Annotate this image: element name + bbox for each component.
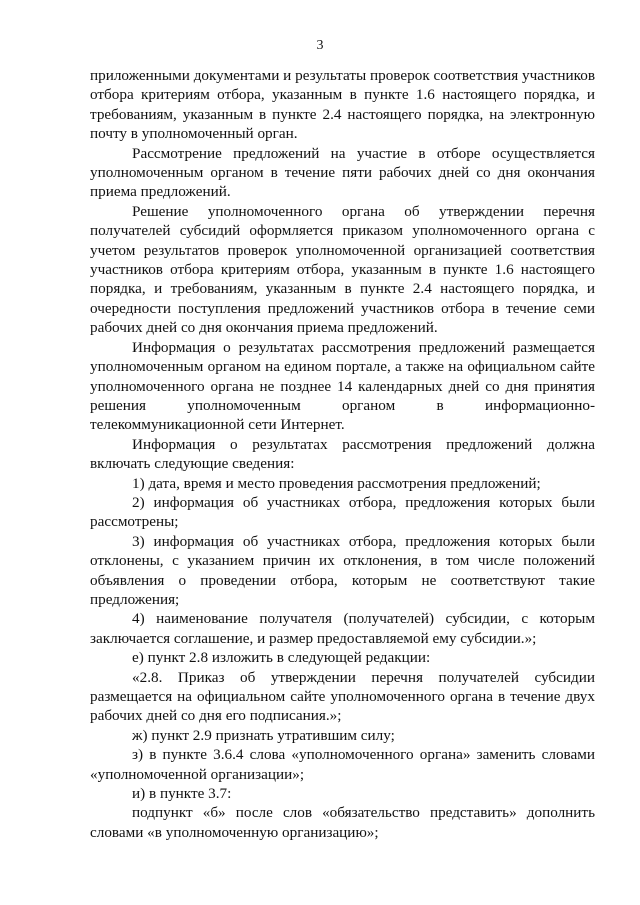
list-item: 4) наименование получателя (получателей) субсидии, с которым заключается соглашение, и размер предоставляемой ему субсидии.»; — [90, 610, 595, 647]
amendment-item: е) пункт 2.8 изложить в следующей редакции: — [132, 649, 431, 667]
paragraph: Решение уполномоченного органа об утверждении перечня получателей субсидий оформляется приказом уполномоченного органа с учетом результатов проверок уполномоченной организацией соответствия участников отбора критериям отбора, указанным в пункте 1.6 настоящего порядка, и требованиям, указанным в пункте 2.4 настоящего порядка, и очередности поступления предложений участников отбора в течение семи рабочих дней со дня окончания приема предложений. — [90, 202, 595, 337]
list-item: 3) информация об участниках отбора, предложения которых были отклонены, с указанием причин их отклонения, в том числе положений объявления о проведении отбора, которым не соответствуют такие предложения; — [90, 532, 595, 608]
amendment-item: з) в пункте 3.6.4 слова «уполномоченного органа» заменить словами «уполномоченной организации»; — [90, 746, 595, 783]
list-item: 2) информация об участниках отбора, предложения которых были рассмотрены; — [90, 493, 595, 531]
amendment-item: подпункт «б» после слов «обязательство представить» дополнить словами «в уполномоченную организацию»; — [90, 804, 595, 841]
paragraph: Информация о результатах рассмотрения предложений должна включать следующие сведения: — [90, 435, 595, 473]
paragraph: Рассмотрение предложений на участие в отборе осуществляется уполномоченным органом в течение пяти рабочих дней со дня окончания приема предложений. — [90, 144, 595, 201]
amendment-item: и) в пункте 3.7: — [132, 785, 232, 803]
page-number: 3 — [316, 38, 324, 53]
document-body — [90, 66, 595, 842]
list-item: 1) дата, время и место проведения рассмотрения предложений; — [132, 474, 541, 492]
quoted-clause: «2.8. Приказ об утверждении перечня получателей субсидии размещается на официальном сайте уполномоченного органа в течение двух рабочих дней со дня его подписания.»; — [90, 668, 595, 725]
paragraph: Информация о результатах рассмотрения предложений размещается уполномоченным органом на едином портале, а также на официальном сайте уполномоченного органа не позднее 14 календарных дней со дня принятия решения уполномоченным органом в информационно-телекоммуникационной сети Интернет. — [90, 338, 595, 434]
amendment-item: ж) пункт 2.9 признать утратившим силу; — [132, 726, 395, 744]
paragraph: приложенными документами и результаты проверок соответствия участников отбора критериям отбора, указанным в пункте 1.6 настоящего порядка, и требованиям, указанным в пункте 2.4 настоящего порядка, на электронную почту в уполномоченный орган. — [90, 67, 595, 143]
